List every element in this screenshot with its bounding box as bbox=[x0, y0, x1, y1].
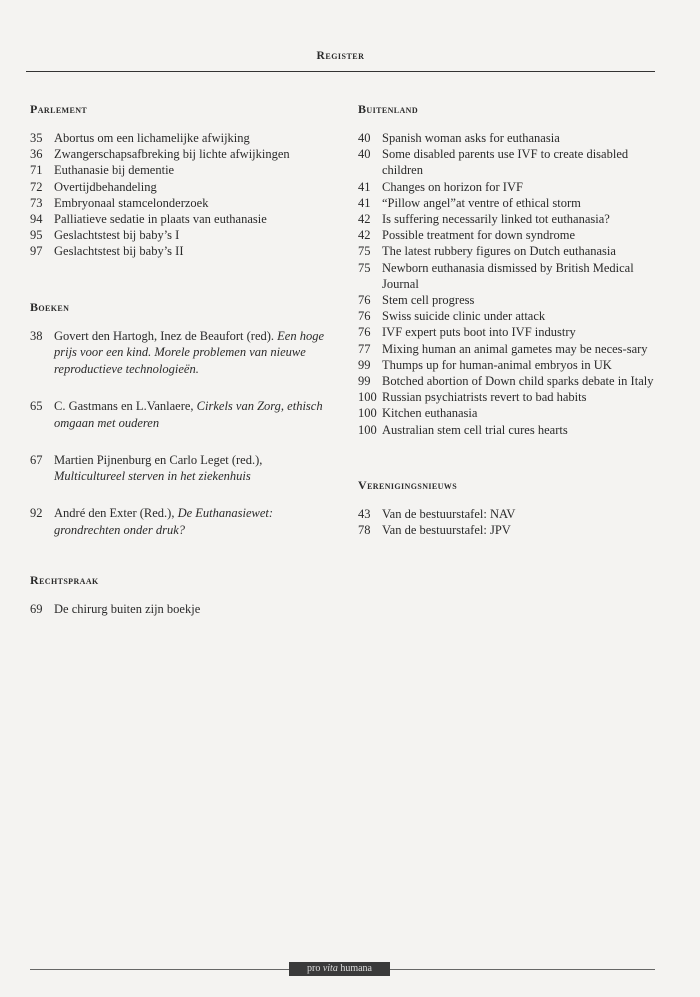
entry-text: De chirurg buiten zijn boekje bbox=[54, 601, 201, 616]
page-number: 77 bbox=[358, 341, 371, 356]
page-number: 100 bbox=[358, 422, 377, 437]
list-item bbox=[358, 292, 658, 308]
list-item bbox=[358, 243, 658, 259]
entry-text: Russian psychiatrists revert to bad habits bbox=[382, 390, 587, 405]
footer-journal-name bbox=[289, 962, 390, 976]
page-number: 76 bbox=[358, 309, 371, 324]
book-authors: André den Exter (Red.), bbox=[54, 506, 178, 521]
entry-text: Is suffering necessarily linked tot euthanasia? bbox=[382, 212, 610, 227]
list-item bbox=[30, 211, 330, 227]
book-authors: C. Gastmans en L.Vanlaere, bbox=[54, 399, 197, 414]
entry-text: Possible treatment for down syndrome bbox=[382, 228, 576, 243]
list-item bbox=[358, 195, 658, 211]
page-number: 100 bbox=[358, 390, 377, 405]
list-item bbox=[358, 389, 658, 405]
list-item bbox=[30, 162, 330, 178]
section-title-buitenland: Buitenland bbox=[358, 102, 419, 116]
page-number: 36 bbox=[30, 147, 43, 162]
book-title: De Euthanasiewet: grondrechten onder druk? bbox=[54, 506, 274, 537]
entry-text bbox=[54, 328, 330, 378]
section-title-boeken: Boeken bbox=[30, 299, 70, 314]
entry-text: Swiss suicide clinic under attack bbox=[382, 309, 546, 324]
page-number: 41 bbox=[358, 195, 371, 210]
page-number: 40 bbox=[358, 147, 371, 162]
list-item bbox=[30, 505, 330, 539]
list-item bbox=[30, 146, 330, 162]
buitenland-list bbox=[358, 130, 658, 438]
section-title-verenigingsnieuws: Verenigingsnieuws bbox=[358, 477, 458, 492]
boeken-list bbox=[30, 328, 330, 539]
entry-text: Australian stem cell trial cures hearts bbox=[382, 422, 568, 437]
page-number: 97 bbox=[30, 244, 43, 259]
entry-text: Van de bestuurstafel: JPV bbox=[382, 523, 511, 538]
list-item bbox=[30, 398, 330, 432]
footer-vita: vita bbox=[322, 963, 338, 974]
entry-text: Zwangerschapsafbreking bij lichte afwijkingen bbox=[54, 147, 290, 162]
list-item bbox=[358, 308, 658, 324]
book-title: Een hoge prijs voor een kind. Morele problemen van nieuwe reproductieve technologieën. bbox=[54, 328, 325, 377]
page-number: 75 bbox=[358, 244, 371, 259]
entry-text: IVF expert puts boot into IVF industry bbox=[382, 325, 576, 340]
book-authors: Govert den Hartogh, Inez de Beaufort (red). bbox=[54, 328, 278, 343]
page-number: 67 bbox=[30, 452, 43, 467]
list-item bbox=[358, 522, 658, 538]
verenigingsnieuws-list bbox=[358, 506, 658, 538]
page-number: 76 bbox=[358, 325, 371, 340]
list-item bbox=[358, 227, 658, 243]
entry-text: Geslachtstest bij baby’s II bbox=[54, 244, 184, 259]
page-number: 92 bbox=[30, 506, 43, 521]
entry-text: Kitchen euthanasia bbox=[382, 406, 478, 421]
footer-post: humana bbox=[337, 963, 372, 974]
entry-text bbox=[54, 452, 330, 486]
list-item bbox=[358, 130, 658, 146]
section-title-rechtspraak: Rechtspraak bbox=[30, 572, 99, 587]
list-item bbox=[358, 146, 658, 178]
footer-pre: pro bbox=[307, 963, 323, 974]
book-title: Cirkels van Zorg, ethisch omgaan met ouderen bbox=[54, 399, 323, 430]
page-number: 75 bbox=[358, 260, 371, 275]
list-item bbox=[30, 601, 330, 617]
entry-text: Changes on horizon for IVF bbox=[382, 179, 523, 194]
entry-text: Spanish woman asks for euthanasia bbox=[382, 131, 560, 145]
list-item bbox=[358, 260, 658, 292]
page-number: 65 bbox=[30, 399, 43, 414]
page-number: 69 bbox=[30, 601, 43, 616]
entry-text: Abortus om een lichamelijke afwijking bbox=[54, 131, 250, 145]
list-item bbox=[358, 506, 658, 522]
list-item bbox=[30, 452, 330, 486]
left-column bbox=[30, 102, 330, 617]
page-number: 95 bbox=[30, 228, 43, 243]
right-column bbox=[358, 102, 658, 538]
rechtspraak-list bbox=[30, 601, 330, 617]
entry-text: Thumps up for human-animal embryos in UK bbox=[382, 357, 612, 372]
page-number: 76 bbox=[358, 293, 371, 308]
page-number: 40 bbox=[358, 131, 371, 145]
page-number: 94 bbox=[30, 212, 43, 227]
list-item bbox=[358, 422, 658, 438]
page-number: 99 bbox=[358, 357, 371, 372]
page-number: 78 bbox=[358, 523, 371, 538]
entry-text: Van de bestuurstafel: NAV bbox=[382, 506, 516, 521]
page-title: Register bbox=[316, 50, 365, 62]
list-item bbox=[30, 179, 330, 195]
list-item bbox=[358, 324, 658, 340]
page-number: 100 bbox=[358, 406, 377, 421]
page-number: 42 bbox=[358, 228, 371, 243]
entry-text: Some disabled parents use IVF to create disabled children bbox=[382, 147, 629, 178]
list-item bbox=[30, 243, 330, 259]
entry-text: Mixing human an animal gametes may be neces-sary bbox=[382, 341, 648, 356]
entry-text: Embryonaal stamcelonderzoek bbox=[54, 195, 209, 210]
entry-text: “Pillow angel”at ventre of ethical storm bbox=[382, 195, 581, 210]
entry-text: The latest rubbery figures on Dutch euthanasia bbox=[382, 244, 616, 259]
list-item bbox=[358, 357, 658, 373]
entry-text: Geslachtstest bij baby’s I bbox=[54, 228, 180, 243]
list-item bbox=[358, 179, 658, 195]
page-number: 43 bbox=[358, 506, 371, 521]
page-number: 42 bbox=[358, 212, 371, 227]
page-number: 71 bbox=[30, 163, 43, 178]
list-item bbox=[30, 195, 330, 211]
entry-text: Stem cell progress bbox=[382, 293, 475, 308]
entry-text: Euthanasie bij dementie bbox=[54, 163, 175, 178]
entry-text: Newborn euthanasia dismissed by British Medical Journal bbox=[382, 260, 634, 291]
header-rule bbox=[26, 71, 655, 72]
page-number: 72 bbox=[30, 179, 43, 194]
entry-text: Botched abortion of Down child sparks debate in Italy bbox=[382, 374, 654, 389]
list-item bbox=[30, 130, 330, 146]
book-title: Multicultureel sterven in het ziekenhuis bbox=[54, 469, 251, 484]
page-number: 38 bbox=[30, 328, 43, 343]
list-item bbox=[30, 328, 330, 378]
section-title-parlement: Parlement bbox=[30, 102, 88, 116]
parlement-list bbox=[30, 130, 330, 260]
list-item bbox=[30, 227, 330, 243]
page-number: 99 bbox=[358, 374, 371, 389]
list-item bbox=[358, 341, 658, 357]
entry-text: Overtijdbehandeling bbox=[54, 179, 157, 194]
page-number: 73 bbox=[30, 195, 43, 210]
entry-text bbox=[54, 398, 330, 432]
entry-text bbox=[54, 505, 330, 539]
list-item bbox=[358, 373, 658, 389]
page-number: 35 bbox=[30, 131, 43, 145]
page-number: 41 bbox=[358, 179, 371, 194]
entry-text: Palliatieve sedatie in plaats van euthanasie bbox=[54, 212, 267, 227]
list-item bbox=[358, 405, 658, 421]
list-item bbox=[358, 211, 658, 227]
book-authors: Martien Pijnenburg en Carlo Leget (red.), bbox=[54, 452, 263, 467]
